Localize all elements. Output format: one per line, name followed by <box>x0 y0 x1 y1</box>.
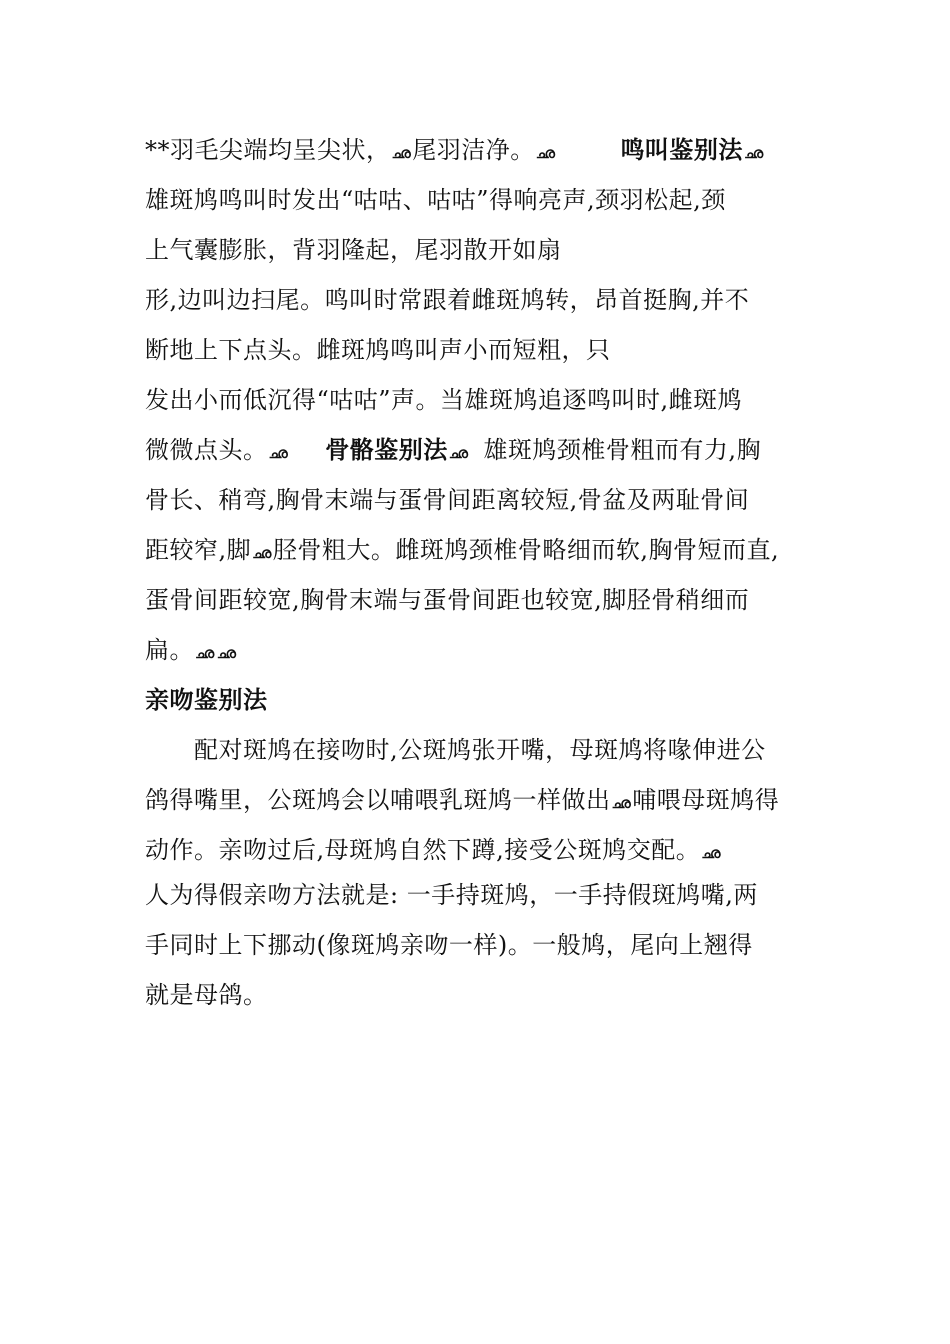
placeholder-mark-icon: ഛ <box>743 144 764 162</box>
text-line <box>145 835 722 868</box>
text-line: 发出小而低沉得“咕咕”声。当雄斑鸠追逐鸣叫时,雌斑鸠 <box>145 386 743 414</box>
placeholder-mark-icon: ഛ <box>268 444 289 462</box>
text-run: 微微点头。 <box>145 436 268 464</box>
text-run: 鸽得嘴里，公斑鸠会以哺喂乳斑鸠一样做出 <box>145 786 611 814</box>
text-run: **羽毛尖端均呈尖状， <box>145 136 391 164</box>
text-line <box>145 535 779 568</box>
text-run: 哺喂母斑鸠得 <box>632 786 780 814</box>
text-line: 骨长、稍弯,胸骨末端与蛋骨间距离较短,骨盆及两耻骨间 <box>145 486 750 514</box>
section-heading-inline: 鸣叫鉴别法 <box>620 135 743 164</box>
text-run: 动作。亲吻过后,母斑鸠自然下蹲,接受公斑鸠交配。 <box>145 836 701 864</box>
placeholder-mark-icon: ഛ <box>391 144 412 162</box>
section-heading-inline: 骨骼鉴别法 <box>325 435 448 464</box>
text-run: 扁。 <box>145 636 194 664</box>
text-line: 人为得假亲吻方法就是: 一手持斑鸠，一手持假斑鸠嘴,两 <box>145 881 758 909</box>
text-line: 形,边叫边扫尾。鸣叫时常跟着雌斑鸠转，昂首挺胸,并不 <box>145 286 750 314</box>
placeholder-mark-icon: ഛ <box>611 794 632 812</box>
text-line: 就是母鸽。 <box>145 981 268 1009</box>
placeholder-mark-icon: ഛ <box>252 544 272 562</box>
text-line: 上气囊膨胀，背羽隆起，尾羽散开如扇 <box>145 236 562 264</box>
text-run: 雄斑鸠颈椎骨粗而有力,胸 <box>483 436 762 464</box>
text-line <box>145 435 761 468</box>
text-line: 雄斑鸠鸣叫时发出“咕咕、咕咕”得响亮声,颈羽松起,颈 <box>145 186 726 214</box>
section-heading: 亲吻鉴别法 <box>145 686 268 714</box>
placeholder-mark-icon: ഛ <box>448 444 469 462</box>
placeholder-mark-icon: ഛ <box>535 144 556 162</box>
text-line: 配对斑鸠在接吻时,公斑鸠张开嘴，母斑鸠将喙伸进公 <box>145 736 766 764</box>
text-line <box>145 635 237 668</box>
placeholder-mark-icon: ഛ <box>701 844 721 862</box>
text-run: 距较窄,脚 <box>145 536 252 564</box>
text-run: 尾羽洁净。 <box>412 136 535 164</box>
placeholder-mark-icon: ഛ <box>216 644 237 662</box>
text-line: 手同时上下挪动(像斑鸠亲吻一样)。一般鸠，尾向上翘得 <box>145 931 753 959</box>
text-line: 断地上下点头。雌斑鸠鸣叫声小而短粗，只 <box>145 336 611 364</box>
text-line <box>145 135 765 168</box>
placeholder-mark-icon: ഛ <box>195 644 215 662</box>
text-line <box>145 785 779 818</box>
text-run: 胫骨粗大。雌斑鸠颈椎骨略细而软,胸骨短而直, <box>272 536 780 564</box>
text-line: 蛋骨间距较宽,胸骨末端与蛋骨间距也较宽,脚胫骨稍细而 <box>145 586 750 614</box>
